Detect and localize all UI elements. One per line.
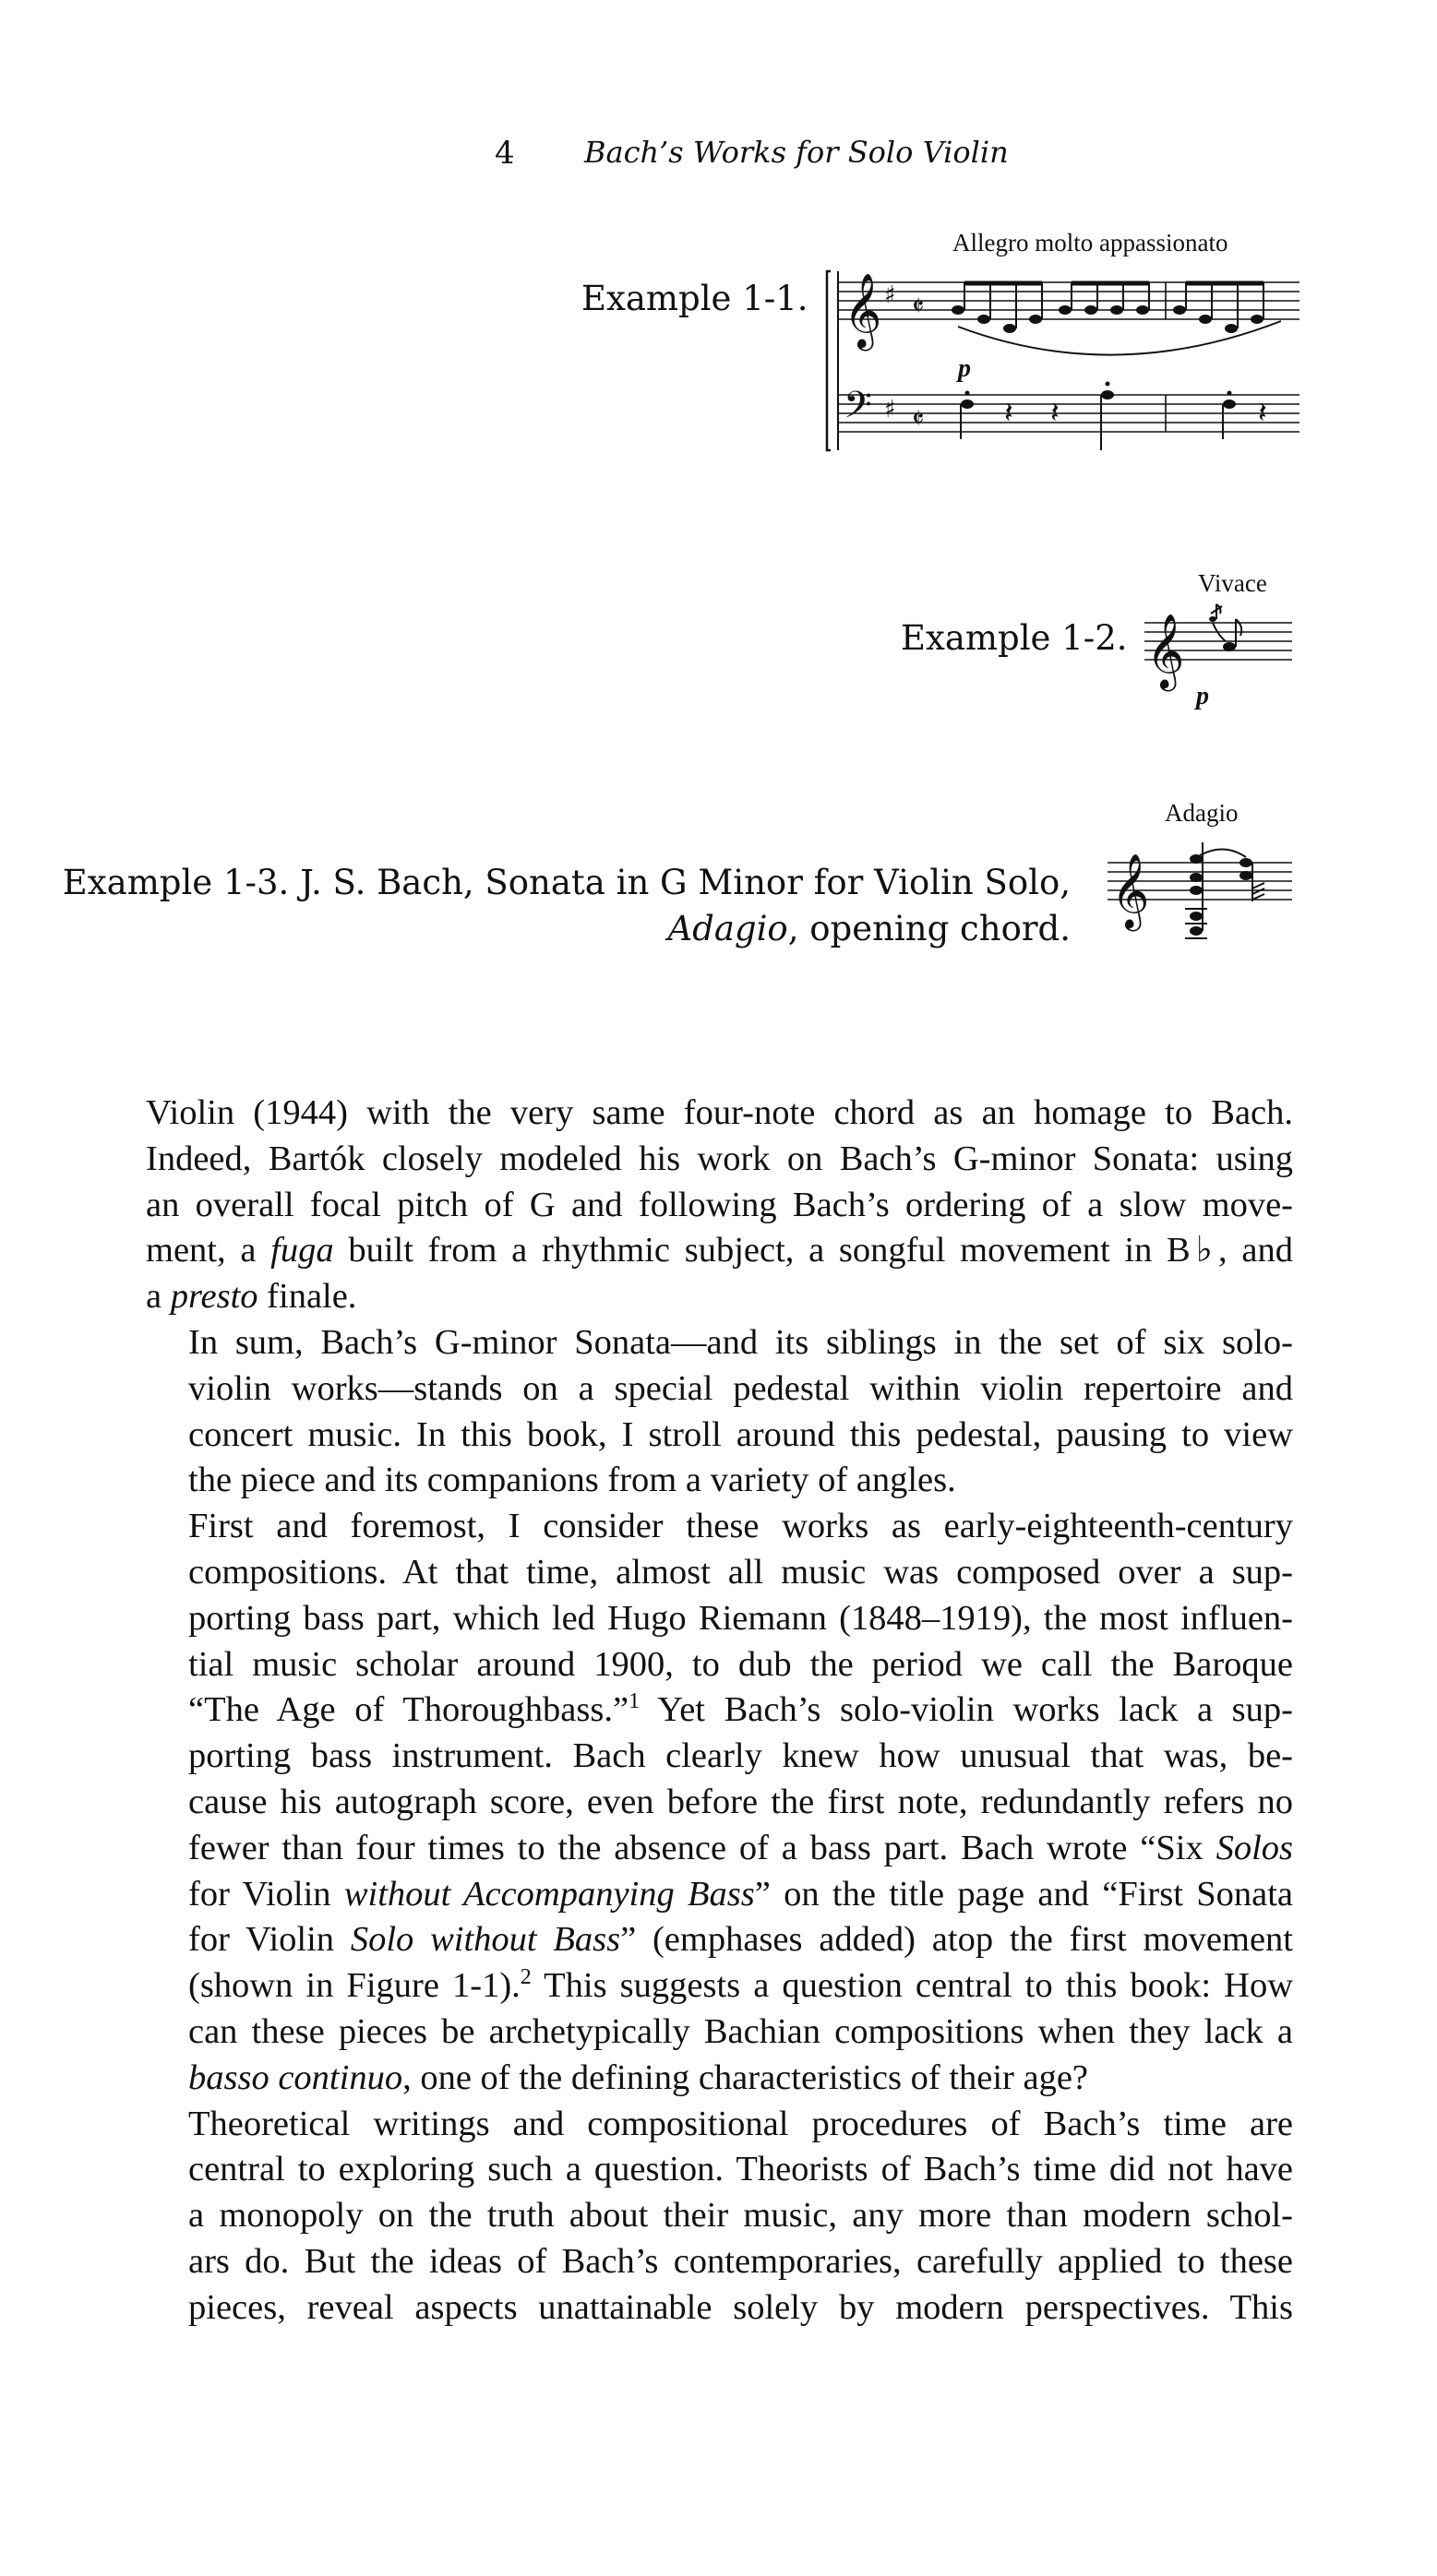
text-line: central to exploring such a question. Theorists of Bach’s time did not have [188, 2150, 1293, 2189]
paragraph-4 [146, 2102, 1293, 2332]
example-1-3-movement: Adagio [667, 909, 788, 948]
svg-text:♯: ♯ [884, 281, 896, 309]
text-line: porting bass part, which led Hugo Riemann (1848–1919), the most influen- [188, 1598, 1293, 1638]
page-header [0, 135, 1437, 181]
paragraph-1 [146, 1091, 1293, 1320]
text-line: basso continuo, one of the defining characteristics of their age? [188, 2057, 1089, 2097]
text-line: Violin (1944) with the very same four-note chord as an homage to Bach. [146, 1093, 1293, 1132]
svg-text:𝄽: 𝄽 [1050, 395, 1060, 430]
example-1-2-label: Example 1-2. [901, 618, 1128, 658]
svg-text:𝄽: 𝄽 [1004, 395, 1013, 430]
svg-text:𝄽: 𝄽 [1258, 395, 1267, 430]
text-line: concert music. In this book, I stroll around this pedestal, pausing to view [188, 1414, 1293, 1454]
text-line: a presto finale. [146, 1277, 357, 1317]
text-line: cause his autograph score, even before the first note, redundantly refers no [188, 1782, 1293, 1821]
text-line: Indeed, Bartók closely modeled his work on Bach’s G-minor Sonata: using [146, 1139, 1293, 1178]
text-line: fewer than four times to the absence of a bass part. Bach wrote “Six Solos [188, 1828, 1293, 1867]
body-text [146, 1091, 1293, 2332]
svg-text:𝄞: 𝄞 [1111, 853, 1150, 928]
footnote-ref-2: 2 [520, 1965, 532, 1990]
example-1-3-score [1108, 835, 1301, 964]
text-line: for Violin without Accompanying Bass” on the title page and “First Sonata [188, 1874, 1293, 1914]
text-line: porting bass instrument. Bach clearly knew how unusual that was, be- [188, 1736, 1293, 1776]
example-1-1-label: Example 1-1. [581, 279, 808, 318]
svg-text:𝄵: 𝄵 [912, 403, 925, 435]
example-1-2-tempo: Vivace [1198, 569, 1267, 597]
example-1-3-label-line2 [667, 909, 1071, 948]
text-line: pieces, reveal aspects unattainable solely by modern perspectives. This [188, 2287, 1293, 2327]
text-line: Theoretical writings and compositional procedures of Bach’s time are [188, 2104, 1293, 2143]
svg-text:♯: ♯ [884, 396, 896, 423]
paragraph-3 [146, 1504, 1293, 2101]
text-line: In sum, Bach’s G-minor Sonata—and its siblings in the set of six solo- [188, 1322, 1293, 1362]
text-line: ars do. But the ideas of Bach’s contemporaries, carefully applied to these [188, 2241, 1293, 2281]
example-1-3-label: Example 1-3. J. S. Bach, Sonata in G Minor for Violin Solo, [62, 863, 1071, 902]
text-line: ment, a fuga built from a rhythmic subject, a songful movement in B♭, and [146, 1231, 1293, 1270]
example-1-3-label-rest: , opening chord. [787, 909, 1071, 948]
running-title: Bach’s Works for Solo Violin [584, 135, 1009, 170]
svg-text:𝄵: 𝄵 [912, 291, 925, 323]
text-line: a monopoly on the truth about their music, any more than modern schol- [188, 2196, 1293, 2236]
page-number: 4 [495, 135, 515, 172]
text-line: an overall focal pitch of G and following Bach’s ordering of a slow move- [146, 1185, 1293, 1224]
text-line: tial music scholar around 1900, to dub the period we call the Baroque [188, 1644, 1293, 1684]
text-line: First and foremost, I consider these works as early-eighteenth-century [188, 1507, 1293, 1546]
example-1-1-tempo: Allegro molto appassionato [952, 229, 1228, 256]
text-line: can these pieces be archetypically Bachian compositions when they lack a [188, 2011, 1293, 2051]
example-1-2-dynamic: p [1196, 682, 1209, 710]
svg-text:𝄞: 𝄞 [1146, 613, 1185, 688]
example-1-3-tempo: Adagio [1165, 799, 1239, 827]
text-line: for Violin Solo without Bass” (emphases added) atop the first movement [188, 1920, 1293, 1960]
text-line: (shown in Figure 1-1).$^2$ This suggests a question central to this book: How [188, 1965, 1293, 2006]
text-line: the piece and its companions from a variety of angles. [188, 1461, 956, 1500]
svg-text:𝄞: 𝄞 [844, 272, 882, 348]
text-line: “The Age of Thoroughbass.”$^1$ Yet Bach’s solo-violin works lack a sup- [188, 1689, 1293, 1730]
text-line: compositions. At that time, almost all music was composed over a sup- [188, 1552, 1293, 1592]
paragraph-2 [146, 1320, 1293, 1504]
footnote-ref-1: 1 [629, 1689, 641, 1714]
example-1-1-score [820, 266, 1299, 459]
text-line: violin works—stands on a special pedestal within violin repertoire and [188, 1368, 1293, 1408]
example-1-2-score [1144, 604, 1301, 715]
example-1-1-dynamic: p [958, 354, 971, 383]
svg-text:𝄢: 𝄢 [844, 384, 872, 435]
